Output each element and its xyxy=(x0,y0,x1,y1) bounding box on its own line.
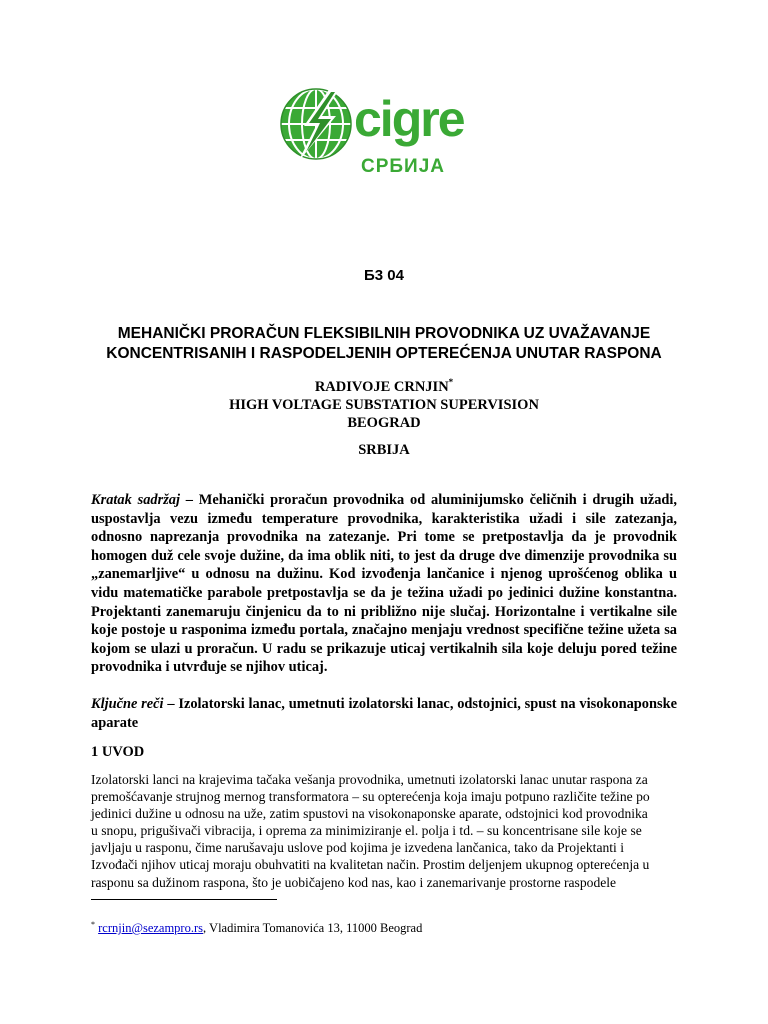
footnote-address: , Vladimira Tomanovića 13, 11000 Beograd xyxy=(203,921,423,935)
logo-wordmark: cigre xyxy=(354,91,464,147)
abstract xyxy=(91,491,677,677)
keywords xyxy=(91,695,677,732)
globe-lightning-icon xyxy=(278,86,354,162)
author-organization: HIGH VOLTAGE SUBSTATION SUPERVISION xyxy=(229,397,539,413)
paper-title xyxy=(60,324,708,364)
body-line: jedinici dužine u odnosu na uže, zatim spustovi na visokonaponske aparate, odstojnici kod provodnika xyxy=(91,806,648,822)
body-line: Izolatorski lanci na krajevima tačaka vešanja provodnika, umetnuti izolatorski lanac unutar raspona za xyxy=(91,772,648,787)
body-line: Izvođači njihov uticaj moraju obuhvatiti na kvalitetan način. Prostim deljenjem ukupnog opterećenja u xyxy=(91,857,650,873)
logo-subtitle: СРБИЈА xyxy=(361,156,445,177)
author-name-line xyxy=(0,378,768,396)
footnote-divider xyxy=(91,899,277,900)
abstract-text: – Mehanički proračun provodnika od aluminijumsko čeličnih i drugih užadi, uspostavlja vezu između temperature provodnika, karakteristika užadi i sile zatezanja, odnosno naprezanja provodnika na zatezanje. Pri tome se pretpostavlja da je provodnik homogen duž cele svoje dužine, da ima oblik niti, to jest da druge dve dimenzije provodnika su „zanemarljive“ u odnosu na dužinu. Kod izvođenja lančanice i njenog uprošćenog oblika u vidu matematičke parabole pretpostavlja se da je težina užadi po jedinici dužine konstantna. Projektanti zanemaruju činjenicu da to ni približno nije slučaj. Horizontalne i vertikalne sile koje postoje u rasponima između portala, značajno menjaju vrednost specifične težine užeta sa kojom se ulazi u proračun. U radu se prikazuje uticaj vertikalnih sila koje deluju pored težine provodnika i utvrđuje se njihov uticaj. xyxy=(91,492,677,676)
author-footnote-mark: * xyxy=(448,377,454,387)
author-name: RADIVOJE CRNJIN xyxy=(314,379,449,395)
body-line: u snopu, prigušivači vibracija, i oprema za minimiziranje el. polja i td. – su koncentrisane sile koje se xyxy=(91,823,642,839)
footnote xyxy=(91,921,422,936)
author-block xyxy=(0,378,768,432)
title-line: MEHANIČKI PRORAČUN FLEKSIBILNIH PROVODNIKA UZ UVAŽAVANJE xyxy=(117,325,651,342)
body-paragraph xyxy=(91,771,677,891)
keywords-text: – Izolatorski lanac, umetnuti izolatorski lanac, odstojnici, spust na visokonaponske aparate xyxy=(91,696,677,731)
author-city: BEOGRAD xyxy=(347,415,421,431)
body-line: premošćavanje strujnog mernog transformatora – su opterećenja koja imaju potpuno različite težine po xyxy=(91,789,650,805)
paper-code: Б3 04 xyxy=(364,267,404,284)
keywords-label: Ključne reči xyxy=(91,696,164,712)
country: SRBIJA xyxy=(358,442,410,458)
body-line: rasponu sa dužinom raspona, što je uobičajeno kod nas, kao i zanemarivanje prostorne raspodele xyxy=(91,874,617,890)
author-email-link[interactable]: rcrnjin@sezampro.rs xyxy=(98,921,204,935)
abstract-label: Kratak sadržaj xyxy=(91,492,180,508)
cigre-logo xyxy=(278,86,492,182)
body-line: javljaju u rasponu, čime narušavaju uslove pod kojima je izvedena lančanica, tako da Projektanti i xyxy=(91,840,625,856)
section-heading: 1 UVOD xyxy=(91,744,145,760)
footnote-mark: * xyxy=(91,920,95,929)
title-line: KONCENTRISANIH I RASPODELJENIH OPTEREĆENJA UNUTAR RASPONA xyxy=(106,345,662,362)
